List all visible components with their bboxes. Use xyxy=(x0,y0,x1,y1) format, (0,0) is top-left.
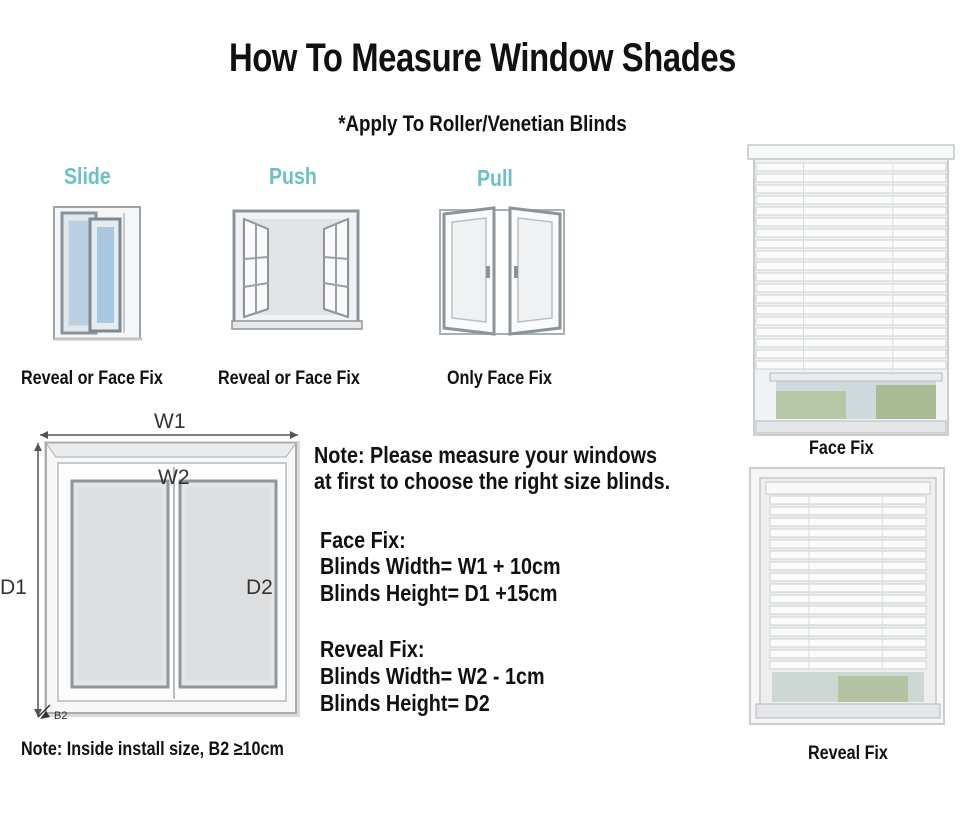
category-pull: Pull xyxy=(477,165,513,191)
note-line-2: at first to choose the right size blinds. xyxy=(314,468,671,494)
photo-caption-reveal-fix: Reveal Fix xyxy=(808,743,888,764)
photo-caption-face-fix: Face Fix xyxy=(809,438,874,459)
note-line-1: Note: Please measure your windows xyxy=(314,442,657,468)
label-d2: D2 xyxy=(246,576,273,599)
face-fix-blind-photo xyxy=(746,145,956,440)
label-b2: B2 xyxy=(54,710,68,722)
label-w2: W2 xyxy=(158,466,190,489)
reveal-fix-width: Blinds Width= W2 - 1cm xyxy=(320,663,545,689)
face-fix-width: Blinds Width= W1 + 10cm xyxy=(320,553,561,579)
face-fix-heading: Face Fix: xyxy=(320,527,406,553)
face-fix-height: Blinds Height= D1 +15cm xyxy=(320,580,558,606)
measurement-diagram xyxy=(0,405,310,725)
page-title: How To Measure Window Shades xyxy=(228,36,737,80)
category-slide: Slide xyxy=(64,163,111,189)
pull-window-icon xyxy=(438,206,566,338)
reveal-fix-heading: Reveal Fix: xyxy=(320,636,425,662)
caption-pull: Only Face Fix xyxy=(447,368,553,389)
page-subtitle: *Apply To Roller/Venetian Blinds xyxy=(338,111,627,136)
category-push: Push xyxy=(269,163,317,189)
label-d1: D1 xyxy=(0,576,27,599)
caption-slide: Reveal or Face Fix xyxy=(21,368,163,389)
push-window-icon xyxy=(232,209,362,335)
caption-push: Reveal or Face Fix xyxy=(218,368,360,389)
diagram-note: Note: Inside install size, B2 ≥10cm xyxy=(21,739,284,760)
label-w1: W1 xyxy=(154,410,186,433)
sliding-window-icon xyxy=(52,203,144,343)
reveal-fix-blind-photo xyxy=(748,466,948,728)
reveal-fix-height: Blinds Height= D2 xyxy=(320,690,490,716)
